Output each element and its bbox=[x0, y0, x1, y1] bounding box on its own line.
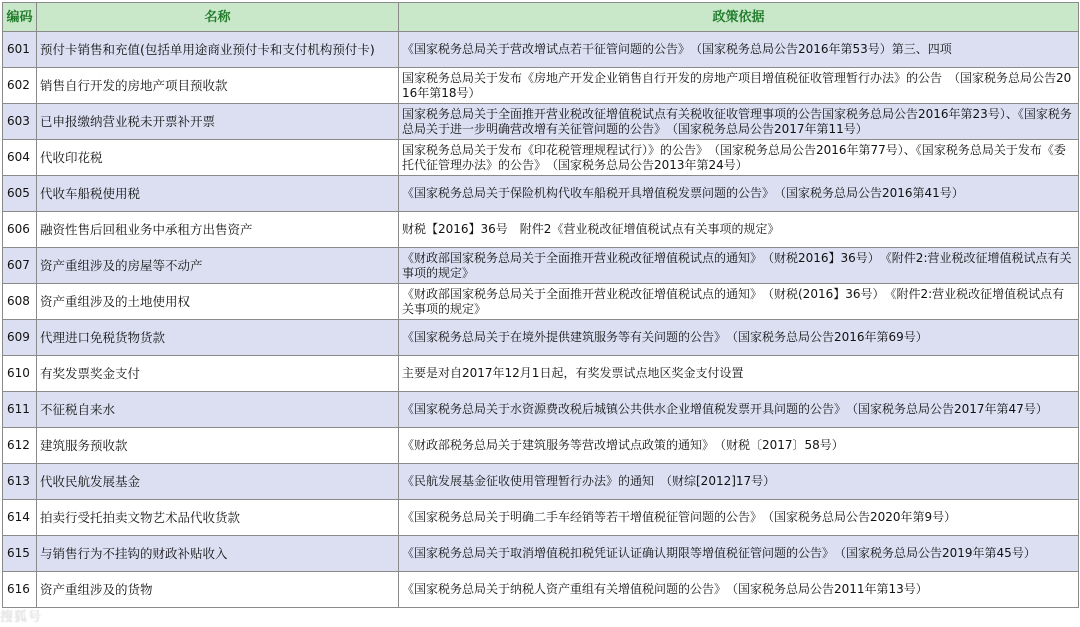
row-basis: 《国家税务总局关于取消增值税扣税凭证认证确认期限等增值税征管问题的公告》 （国家税务总局公告2019年第45号） bbox=[399, 536, 1079, 572]
table-row bbox=[3, 572, 1079, 608]
policy-table bbox=[2, 2, 1079, 608]
row-basis: 《国家税务总局关于保险机构代收车船税开具增值税发票问题的公告》 （国家税务总局公告2016第41号） bbox=[399, 176, 1079, 212]
table-row bbox=[3, 320, 1079, 356]
row-name: 代收车船税使用税 bbox=[37, 176, 399, 212]
table-row bbox=[3, 500, 1079, 536]
row-basis: 《国家税务总局关于明确二手车经销等若干增值税征管问题的公告》 （国家税务总局公告2020年第9号） bbox=[399, 500, 1079, 536]
row-name: 代理进口免税货物货款 bbox=[37, 320, 399, 356]
row-name: 代收印花税 bbox=[37, 140, 399, 176]
table-row bbox=[3, 140, 1079, 176]
table-row bbox=[3, 392, 1079, 428]
table-row bbox=[3, 176, 1079, 212]
row-code: 603 bbox=[3, 104, 37, 140]
table-row bbox=[3, 32, 1079, 68]
row-name: 融资性售后回租业务中承租方出售资产 bbox=[37, 212, 399, 248]
row-code: 615 bbox=[3, 536, 37, 572]
header-name: 名称 bbox=[37, 3, 399, 32]
row-name: 资产重组涉及的房屋等不动产 bbox=[37, 248, 399, 284]
table-row bbox=[3, 68, 1079, 104]
row-code: 609 bbox=[3, 320, 37, 356]
row-name: 与销售行为不挂钩的财政补贴收入 bbox=[37, 536, 399, 572]
row-basis: 国家税务总局关于发布《房地产开发企业销售自行开发的房地产项目增值税征收管理暂行办法》的公告 （国家税务总局公告2016年第18号） bbox=[399, 68, 1079, 104]
row-code: 616 bbox=[3, 572, 37, 608]
header-basis: 政策依据 bbox=[399, 3, 1079, 32]
row-basis: 《国家税务总局关于纳税人资产重组有关增值税问题的公告》 （国家税务总局公告2011年第13号） bbox=[399, 572, 1079, 608]
row-name: 代收民航发展基金 bbox=[37, 464, 399, 500]
row-code: 610 bbox=[3, 356, 37, 392]
row-basis: 《国家税务总局关于在境外提供建筑服务等有关问题的公告》 （国家税务总局公告2016年第69号） bbox=[399, 320, 1079, 356]
table-header-row bbox=[3, 3, 1079, 32]
row-basis: 主要是对自2017年12月1日起，有奖发票试点地区奖金支付设置 bbox=[399, 356, 1079, 392]
table-row bbox=[3, 428, 1079, 464]
row-name: 资产重组涉及的土地使用权 bbox=[37, 284, 399, 320]
row-name: 销售自行开发的房地产项目预收款 bbox=[37, 68, 399, 104]
watermark: 搜狐号 bbox=[0, 610, 43, 625]
row-code: 608 bbox=[3, 284, 37, 320]
row-basis: 《国家税务总局关于水资源费改税后城镇公共供水企业增值税发票开具问题的公告》 （国家税务总局公告2017年第47号） bbox=[399, 392, 1079, 428]
table-row bbox=[3, 464, 1079, 500]
row-code: 605 bbox=[3, 176, 37, 212]
table-row bbox=[3, 212, 1079, 248]
row-basis: 《财政部税务总局关于建筑服务等营改增试点政策的通知》 （财税〔2017〕58号） bbox=[399, 428, 1079, 464]
row-name: 资产重组涉及的货物 bbox=[37, 572, 399, 608]
row-basis: 《财政部国家税务总局关于全面推开营业税改征增值税试点的通知》 （财税2016】36号） 《附件2:营业税改征增值税试点有关事项的规定》 bbox=[399, 248, 1079, 284]
table-row bbox=[3, 536, 1079, 572]
row-code: 607 bbox=[3, 248, 37, 284]
row-code: 614 bbox=[3, 500, 37, 536]
row-code: 612 bbox=[3, 428, 37, 464]
row-name: 已申报缴纳营业税未开票补开票 bbox=[37, 104, 399, 140]
row-name: 拍卖行受托拍卖文物艺术品代收货款 bbox=[37, 500, 399, 536]
row-code: 606 bbox=[3, 212, 37, 248]
row-code: 604 bbox=[3, 140, 37, 176]
row-code: 601 bbox=[3, 32, 37, 68]
row-basis: 《民航发展基金征收使用管理暂行办法》的通知 （财综[2012]17号） bbox=[399, 464, 1079, 500]
header-code: 编码 bbox=[3, 3, 37, 32]
table-row bbox=[3, 356, 1079, 392]
table-row bbox=[3, 284, 1079, 320]
row-code: 613 bbox=[3, 464, 37, 500]
table-row bbox=[3, 104, 1079, 140]
row-basis: 《财政部国家税务总局关于全面推开营业税改征增值税试点的通知》 （财税(2016】36号） 《附件2:营业税改征增值税试点有关事项的规定》 bbox=[399, 284, 1079, 320]
row-code: 611 bbox=[3, 392, 37, 428]
row-name: 预付卡销售和充值(包括单用途商业预付卡和支付机构预付卡) bbox=[37, 32, 399, 68]
row-name: 不征税自来水 bbox=[37, 392, 399, 428]
row-name: 有奖发票奖金支付 bbox=[37, 356, 399, 392]
row-code: 602 bbox=[3, 68, 37, 104]
table-row bbox=[3, 248, 1079, 284]
row-name: 建筑服务预收款 bbox=[37, 428, 399, 464]
row-basis: 《国家税务总局关于营改增试点若干征管问题的公告》 （国家税务总局公告2016年第53号）第三、四项 bbox=[399, 32, 1079, 68]
row-basis: 国家税务总局关于全面推开营业税改征增值税试点有关税收征收管理事项的公告国家税务总局公告2016年第23号）、《国家税务总局关于进一步明确营改增有关征管问题的公告》 （国家税务总局公告2017年第11号） bbox=[399, 104, 1079, 140]
row-basis: 国家税务总局关于发布《印花税管理规程试行）》的公告》 （国家税务总局公告2016年第77号）、《国家税务总局关于发布《委托代征管理办法》的公告》 （国家税务总局公告2013年第24号） bbox=[399, 140, 1079, 176]
row-basis: 财税【2016】36号 附件2《营业税改征增值税试点有关事项的规定》 bbox=[399, 212, 1079, 248]
